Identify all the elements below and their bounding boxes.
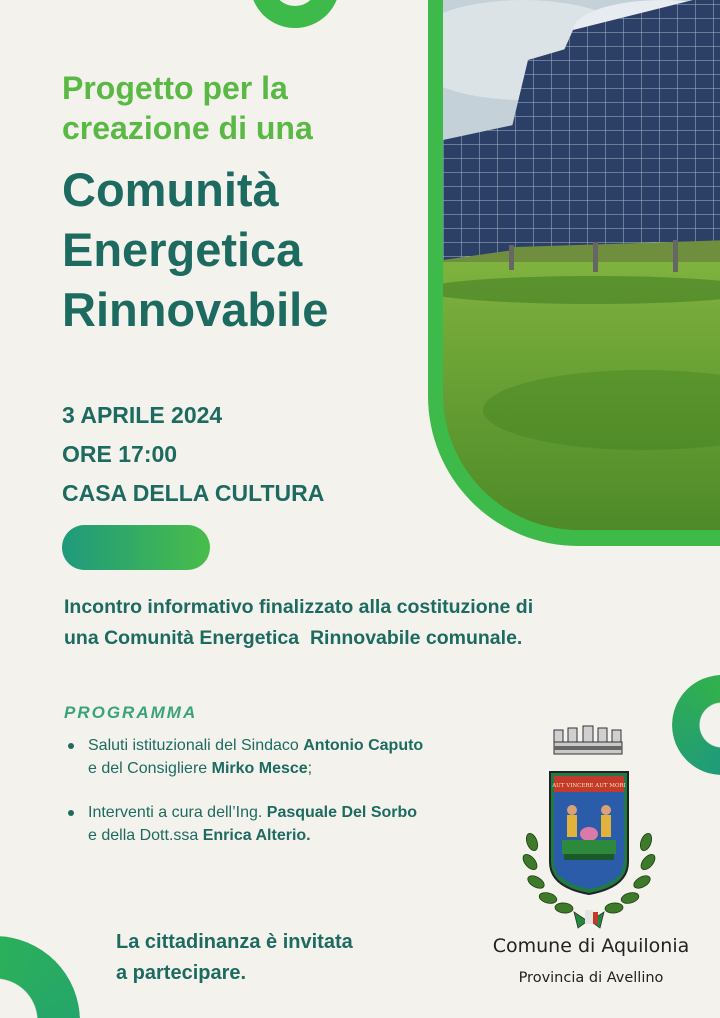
item-text: e della Dott.ssa — [88, 827, 203, 844]
coat-of-arms-icon — [516, 722, 662, 934]
item-text: Saluti istituzionali del Sindaco — [88, 737, 304, 754]
event-time: ORE 17:00 — [62, 441, 178, 467]
decorative-pill — [62, 525, 210, 570]
title-line-3: Rinnovabile — [62, 283, 329, 336]
item-text: e del Consigliere — [88, 760, 212, 777]
decorative-ring-bottom-left — [0, 936, 80, 1018]
crest-motto: AUT VINCERE AUT MORI — [552, 783, 626, 789]
intro-line-1: Incontro informativo finalizzato alla costituzione di — [64, 596, 534, 618]
event-info — [62, 396, 422, 513]
invite-line-2: a partecipare. — [116, 962, 247, 984]
subtitle-line-2: creazione di una — [62, 110, 313, 146]
page-title — [62, 160, 422, 340]
subtitle-line-1: Progetto per la — [62, 70, 288, 106]
item-name-bold: Pasquale Del Sorbo — [266, 804, 418, 821]
footer-provincia: Provincia di Avellino — [518, 970, 664, 986]
programma-list — [66, 734, 506, 868]
solar-panels-photo — [443, 0, 720, 530]
event-place: CASA DELLA CULTURA — [62, 480, 325, 506]
item-name-bold: Antonio Caputo — [303, 737, 424, 754]
programma-title: PROGRAMMA — [64, 703, 198, 722]
list-item — [66, 801, 506, 847]
intro-text — [64, 592, 684, 654]
decorative-ring-top — [250, 0, 340, 28]
item-name-bold: Enrica Alterio. — [202, 827, 311, 844]
title-line-1: Comunità — [62, 163, 279, 216]
invite-text — [116, 927, 436, 989]
item-text: ; — [307, 760, 313, 777]
item-text: Interventi a cura dell’Ing. — [88, 804, 267, 821]
invite-line-1: La cittadinanza è invitata — [116, 931, 353, 953]
subtitle — [62, 68, 422, 148]
footer-comune: Comune di Aquilonia — [492, 935, 690, 957]
intro-line-2: una Comunità Energetica Rinnovabile comunale. — [64, 627, 523, 649]
title-line-2: Energetica — [62, 223, 303, 276]
decorative-ring-right — [672, 675, 720, 775]
list-item — [66, 734, 506, 780]
item-name-bold: Mirko Mesce — [211, 760, 308, 777]
event-date: 3 APRILE 2024 — [62, 402, 223, 428]
